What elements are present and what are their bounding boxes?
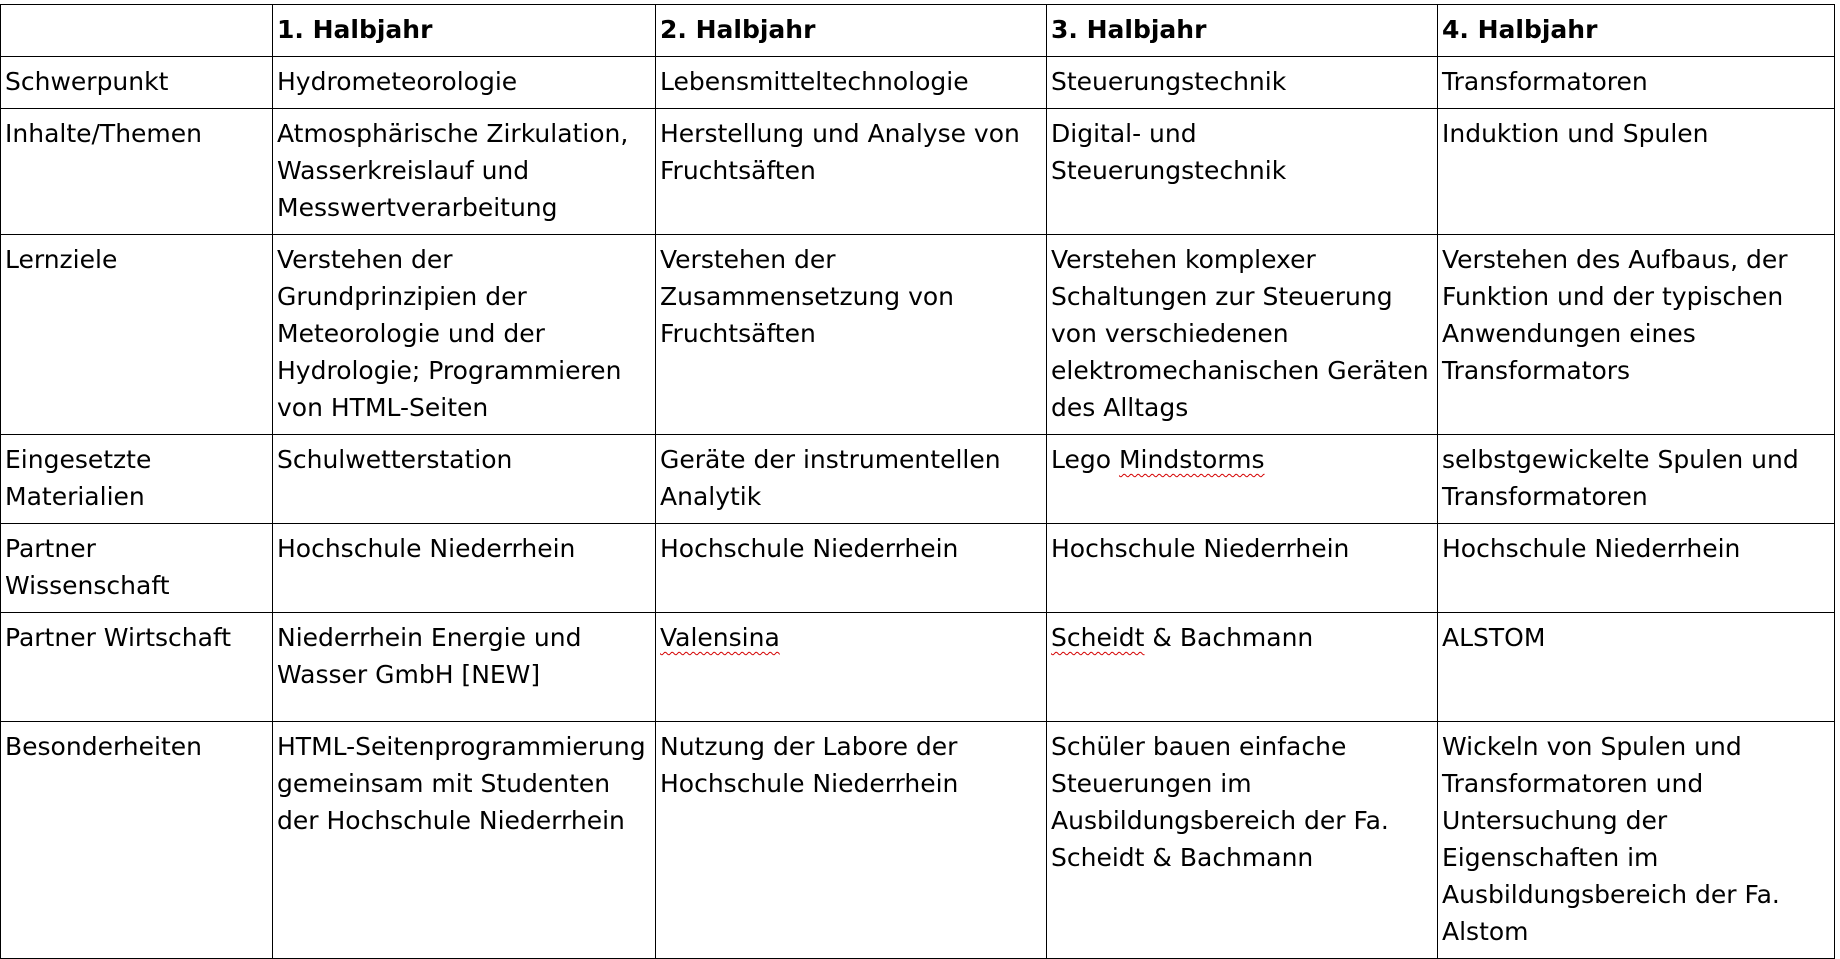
table-cell: Hochschule Niederrhein <box>656 524 1047 613</box>
table-cell: Geräte der instrumentellen Analytik <box>656 435 1047 524</box>
table-cell: Verstehen der Zusammensetzung von Fruchtsäften <box>656 235 1047 435</box>
table-cell <box>1047 613 1438 722</box>
table-cell: Hydrometeorologie <box>273 57 656 109</box>
row-label: Schwerpunkt <box>1 57 273 109</box>
table-cell: Atmosphärische Zirkulation, Wasserkreislauf und Messwertverarbeitung <box>273 109 656 235</box>
table-cell: ALSTOM <box>1438 613 1835 722</box>
row-label: Eingesetzte Materialien <box>1 435 273 524</box>
table-cell: Verstehen der Grundprinzipien der Meteorologie und der Hydrologie; Programmieren von HTML-Seiten <box>273 235 656 435</box>
header-cell-halbjahr-1: 1. Halbjahr <box>273 5 656 57</box>
table-cell: Hochschule Niederrhein <box>273 524 656 613</box>
table-cell <box>1047 435 1438 524</box>
table-cell: Lebensmitteltechnologie <box>656 57 1047 109</box>
table-row-partner-wirtschaft <box>1 613 1835 722</box>
cell-text: Lego <box>1051 445 1119 474</box>
table-cell: Hochschule Niederrhein <box>1047 524 1438 613</box>
cell-text: & Bachmann <box>1144 623 1314 652</box>
table-cell: Schulwetterstation <box>273 435 656 524</box>
table-cell: Verstehen des Aufbaus, der Funktion und der typischen Anwendungen eines Transformators <box>1438 235 1835 435</box>
table-row-inhalte-themen <box>1 109 1835 235</box>
table-row-partner-wissenschaft <box>1 524 1835 613</box>
header-cell-corner <box>1 5 273 57</box>
row-label: Inhalte/Themen <box>1 109 273 235</box>
table-cell: Verstehen komplexer Schaltungen zur Steuerung von verschiedenen elektromechanischen Geräten des Alltags <box>1047 235 1438 435</box>
table-cell: selbstgewickelte Spulen und Transformatoren <box>1438 435 1835 524</box>
table-row-besonderheiten <box>1 722 1835 959</box>
table-cell: Niederrhein Energie und Wasser GmbH [NEW] <box>273 613 656 722</box>
table-row-eingesetzte-materialien <box>1 435 1835 524</box>
row-label: Partner Wirtschaft <box>1 613 273 722</box>
table-cell: HTML-Seitenprogrammierung gemeinsam mit Studenten der Hochschule Niederrhein <box>273 722 656 959</box>
table-cell: Herstellung und Analyse von Fruchtsäften <box>656 109 1047 235</box>
table-cell: Induktion und Spulen <box>1438 109 1835 235</box>
table-cell: Schüler bauen einfache Steuerungen im Ausbildungsbereich der Fa. Scheidt & Bachmann <box>1047 722 1438 959</box>
table-cell: Hochschule Niederrhein <box>1438 524 1835 613</box>
table-header-row <box>1 5 1835 57</box>
spellcheck-flagged-word: Valensina <box>660 623 780 652</box>
spellcheck-flagged-word: Mindstorms <box>1118 445 1265 474</box>
table-cell: Wickeln von Spulen und Transformatoren und Untersuchung der Eigenschaften im Ausbildungsbereich der Fa. Alstom <box>1438 722 1835 959</box>
header-cell-halbjahr-3: 3. Halbjahr <box>1047 5 1438 57</box>
row-label: Lernziele <box>1 235 273 435</box>
table-cell <box>656 613 1047 722</box>
table-row-schwerpunkt <box>1 57 1835 109</box>
table-cell: Transformatoren <box>1438 57 1835 109</box>
row-label: Partner Wissenschaft <box>1 524 273 613</box>
row-label: Besonderheiten <box>1 722 273 959</box>
table-cell: Nutzung der Labore der Hochschule Niederrhein <box>656 722 1047 959</box>
table-cell: Steuerungstechnik <box>1047 57 1438 109</box>
spellcheck-flagged-word: Scheidt <box>1051 623 1145 652</box>
table-row-lernziele <box>1 235 1835 435</box>
table-cell: Digital- und Steuerungstechnik <box>1047 109 1438 235</box>
header-cell-halbjahr-4: 4. Halbjahr <box>1438 5 1835 57</box>
curriculum-table <box>0 4 1835 959</box>
header-cell-halbjahr-2: 2. Halbjahr <box>656 5 1047 57</box>
